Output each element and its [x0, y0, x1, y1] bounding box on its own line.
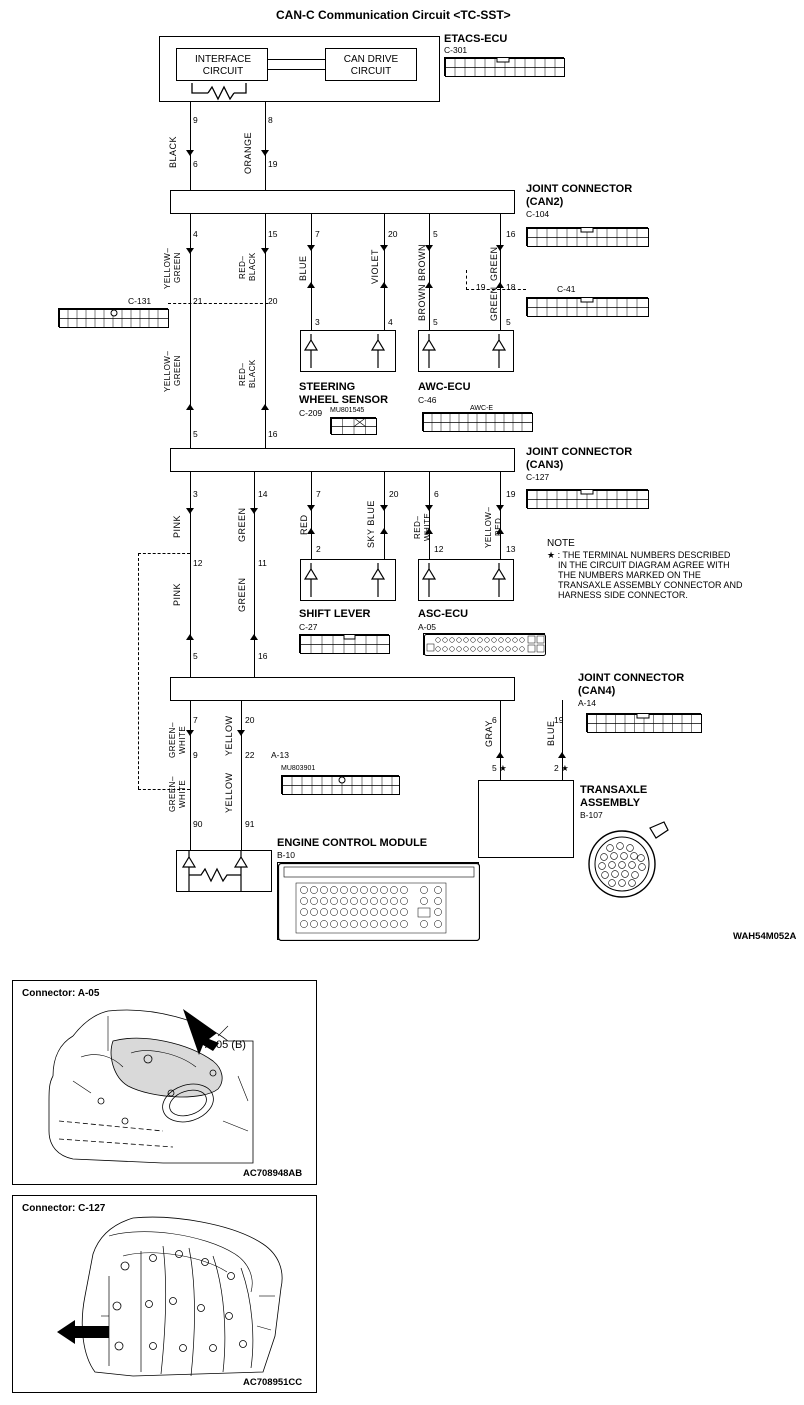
awc-connector-pinout: [422, 412, 532, 431]
wire-green2-arrow-dn: [250, 508, 258, 514]
awc-name: AWC-ECU: [418, 381, 471, 393]
note-line-5: HARNESS SIDE CONNECTOR.: [558, 590, 688, 600]
wire-label-brown-top: BROWN: [417, 244, 427, 281]
steering-name-2: WHEEL SENSOR: [299, 394, 389, 406]
wire-label-yellow-green-top: YELLOW– GREEN: [163, 247, 182, 289]
asc-ecu-conn: A-05: [418, 622, 436, 632]
etacs-link-1: [268, 59, 325, 60]
transaxle-conn: B-107: [580, 810, 603, 820]
wire-black-arrow: [186, 150, 194, 156]
page-title: CAN-C Communication Circuit <TC-SST>: [276, 8, 511, 22]
pin-20-sky: 20: [389, 489, 399, 499]
steering-sym-right: [370, 334, 402, 368]
can4-connector-pinout: [586, 713, 701, 732]
wire-label-red-white: RED– WHITE: [413, 512, 432, 542]
wire-yellow: [241, 700, 242, 850]
awc-sym-right: [491, 334, 523, 368]
joint-can2-conn: C-104: [526, 209, 550, 219]
joint-can3-conn: C-127: [526, 472, 550, 482]
c41-connector-pinout: [526, 297, 648, 316]
c131-dash-link: [168, 303, 268, 304]
wire-label-brown-bot: BROWN: [417, 284, 427, 321]
pin-19-orange: 19: [268, 159, 278, 169]
awc-sym-left: [421, 334, 453, 368]
joint-can4-name-1: JOINT CONNECTOR: [578, 672, 685, 684]
can-drive-label-1: CAN DRIVE: [343, 54, 399, 65]
asc-sym-left: [421, 563, 453, 597]
shift-lever-name: SHIFT LEVER: [299, 608, 371, 620]
can3-bus-bottom: [170, 471, 515, 472]
pin-22-yellow: 22: [245, 750, 255, 760]
can4-bus-top: [170, 677, 515, 678]
pin-4-violet: 4: [388, 317, 393, 327]
shift-connector-pinout: [299, 634, 389, 653]
pin-11-green: 11: [258, 558, 267, 568]
etacs-link-2: [268, 69, 325, 70]
wire-yg-arrow-down: [186, 248, 194, 254]
wire-label-pink-bot: PINK: [172, 582, 182, 606]
asc-sym-right: [491, 563, 523, 597]
wire-label-gray: GRAY: [484, 720, 494, 748]
wire-violet-arrow-dn: [380, 245, 388, 251]
wire-sky-arrow-up: [380, 528, 388, 534]
can3-bus-right: [514, 448, 515, 472]
wire-label-yellow-green-bot: YELLOW– GREEN: [163, 350, 182, 392]
pin-91-yellow: 91: [245, 819, 255, 829]
wire-sky-blue: [384, 471, 385, 559]
pin-5-green-bot: 5: [506, 317, 511, 327]
awc-e-label: AWC-E: [470, 405, 494, 412]
transaxle-name-2: ASSEMBLY: [580, 797, 641, 809]
wire-label-green-white-top: GREEN– WHITE: [168, 722, 187, 758]
a13-connector-pinout: [281, 775, 399, 794]
etacs-ecu-name: ETACS-ECU: [444, 33, 508, 45]
wire-orange-arrow: [261, 150, 269, 156]
c131-label: C-131: [128, 296, 152, 306]
shift-sym-left: [303, 563, 335, 597]
wire-green-white: [190, 700, 191, 850]
wire-label-yellow-bot: YELLOW: [224, 772, 234, 814]
awc-conn: C-46: [418, 395, 437, 405]
wire-label-pink-top: PINK: [172, 514, 182, 538]
wire-sky-arrow-dn: [380, 505, 388, 511]
wire-green2-arrow-up: [250, 634, 258, 640]
pin-3-pink: 3: [193, 489, 198, 499]
a13-code: MU803901: [281, 765, 316, 772]
can3-bus-top: [170, 448, 515, 449]
wire-red: [311, 471, 312, 559]
joint-can4-conn: A-14: [578, 698, 596, 708]
interface-circuit-label-1: INTERFACE: [194, 54, 252, 65]
joint-can3-name-1: JOINT CONNECTOR: [526, 446, 633, 458]
pin-7-gw: 7: [193, 715, 198, 725]
interface-circuit-label-2: CIRCUIT: [202, 66, 244, 77]
transaxle-assembly-box: [478, 780, 574, 858]
a13-label: A-13: [271, 750, 289, 760]
can3-connector-pinout: [526, 489, 648, 508]
joint-can2-name-2: (CAN2): [526, 196, 564, 208]
wire-label-red-black-top: RED– BLACK: [238, 252, 257, 282]
asc-ecu-name: ASC-ECU: [418, 608, 469, 620]
photo-a05-code: AC708948AB: [243, 1168, 303, 1179]
shift-lever-conn: C-27: [299, 622, 318, 632]
pin-2-blue: 2 ★: [554, 763, 569, 773]
wire-label-red-black-bot: RED– BLACK: [238, 359, 257, 389]
wire-label-blue: BLUE: [298, 255, 308, 281]
can2-bus-left: [170, 190, 171, 214]
pin-5-brown-bot: 5: [433, 317, 438, 327]
note-line-1: ★ : THE TERMINAL NUMBERS DESCRIBED: [547, 550, 731, 560]
steering-conn: C-209: [299, 408, 323, 418]
photo-a05-callout: A-05 (B): [205, 1039, 246, 1051]
note-line-4: TRANSAXLE ASSEMBLY CONNECTOR AND: [558, 580, 743, 590]
pin-19-blue: 19: [554, 715, 564, 725]
transaxle-connector-pinout: [580, 820, 670, 900]
wire-label-red: RED: [299, 514, 309, 536]
joint-can2-name-1: JOINT CONNECTOR: [526, 183, 633, 195]
wire-label-green2-bot: GREEN: [237, 577, 247, 613]
photo-a05: [12, 980, 317, 1185]
can2-bus-bottom: [170, 213, 515, 214]
wire-rb-arrow-down: [261, 248, 269, 254]
photo-c127-code: AC708951CC: [243, 1377, 303, 1388]
pin-6: 6: [193, 159, 198, 169]
pin-3-blue: 3: [315, 317, 320, 327]
wire-label-green-top: GREEN: [489, 246, 499, 281]
pin-5-brown: 5: [433, 229, 438, 239]
ecm-conn: B-10: [277, 850, 295, 860]
wire-label-sky-blue: SKY BLUE: [366, 500, 376, 548]
pin-5-pink: 5: [193, 651, 198, 661]
wire-label-orange: ORANGE: [243, 132, 253, 175]
shield-dash-top: [138, 553, 190, 554]
wire-blue2-arrow-up: [558, 752, 566, 758]
pin-12-pink: 12: [193, 558, 203, 568]
wire-label-black: BLACK: [168, 136, 178, 169]
can2-bus-right: [514, 190, 515, 214]
joint-can4-name-2: (CAN4): [578, 685, 616, 697]
pin-16-green2: 16: [258, 651, 268, 661]
pin-18-green: 18: [506, 282, 516, 292]
pin-20-yellow: 20: [245, 715, 255, 725]
wire-brown: [429, 213, 430, 330]
note-line-2: IN THE CIRCUIT DIAGRAM AGREE WITH: [558, 560, 730, 570]
pin-14-green: 14: [258, 489, 268, 499]
wire-rb-arrow-up: [261, 404, 269, 410]
drawing-number: WAH54M052A: [733, 931, 797, 942]
steering-name-1: STEERING: [299, 381, 356, 393]
wire-gray-arrow-up: [496, 752, 504, 758]
wire-label-yellow-top: YELLOW: [224, 715, 234, 757]
pin-20-rb: 20: [268, 296, 278, 306]
pin-6-rw: 6: [434, 489, 439, 499]
note-heading: NOTE: [547, 538, 575, 549]
pin-4-yg: 4: [193, 229, 198, 239]
wire-yg-arrow-up: [186, 404, 194, 410]
wire-label-green-white-bot: GREEN– WHITE: [168, 776, 187, 812]
wire-green-awc: [500, 213, 501, 330]
pin-16-green: 16: [506, 229, 516, 239]
ecm-connector-pinout: [277, 862, 479, 940]
can4-bus-left: [170, 677, 171, 701]
can4-bus-right: [514, 677, 515, 701]
can2-connector-pinout: [526, 227, 648, 246]
pin-13-yr: 13: [506, 544, 516, 554]
wire-label-violet: VIOLET: [370, 248, 380, 284]
pin-16-rb: 16: [268, 429, 278, 439]
pin-9: 9: [193, 115, 198, 125]
steering-sym-left: [303, 334, 335, 368]
wire-blue-arrow-up: [307, 282, 315, 288]
etacs-connector-pinout: [444, 57, 564, 76]
wire-pink: [190, 471, 191, 677]
wire-green2: [254, 471, 255, 677]
wire-pink-arrow-up: [186, 634, 194, 640]
photo-c127-caption: Connector: C-127: [22, 1203, 106, 1214]
shift-sym-right: [370, 563, 402, 597]
wire-pink-arrow-dn: [186, 508, 194, 514]
pin-7-red: 7: [316, 489, 321, 499]
can3-bus-left: [170, 448, 171, 472]
can-drive-label-2: CIRCUIT: [350, 66, 392, 77]
pin-9-gw: 9: [193, 750, 198, 760]
pin-2-red: 2: [316, 544, 321, 554]
note-line-3: THE NUMBERS MARKED ON THE: [558, 570, 701, 580]
c41-dash-link-v: [466, 270, 467, 290]
wire-label-blue2: BLUE: [546, 720, 556, 746]
etacs-ecu-conn: C-301: [444, 45, 468, 55]
asc-connector-pinout: [423, 633, 545, 655]
pin-8: 8: [268, 115, 273, 125]
joint-can3-name-2: (CAN3): [526, 459, 564, 471]
pin-5-gray: 5 ★: [492, 763, 507, 773]
pin-20-violet: 20: [388, 229, 398, 239]
photo-a05-caption: Connector: A-05: [22, 988, 100, 999]
pin-5-yg: 5: [193, 429, 198, 439]
etacs-termination-resistor: [190, 81, 290, 103]
wire-violet: [384, 213, 385, 330]
transaxle-name-1: TRANSAXLE: [580, 784, 648, 796]
wire-red-arrow-dn: [307, 505, 315, 511]
shield-dash-left: [138, 553, 139, 789]
pin-21-yg: 21: [193, 296, 203, 306]
pin-6-gray: 6: [492, 715, 497, 725]
wire-blue-steering: [311, 213, 312, 330]
ecm-name: ENGINE CONTROL MODULE: [277, 837, 428, 849]
pin-90-gw: 90: [193, 819, 203, 829]
wire-orange: [265, 102, 266, 190]
pin-15-rb: 15: [268, 229, 278, 239]
ecm-symbols: [179, 851, 271, 891]
can2-bus-top: [170, 190, 515, 191]
wire-yellow-arrow-dn: [237, 730, 245, 736]
photo-c127: [12, 1195, 317, 1393]
wire-label-yellow-red: YELLOW– RED: [484, 506, 503, 548]
pin-12-rw: 12: [434, 544, 444, 554]
c131-connector-pinout: [58, 308, 168, 327]
can4-bus-bottom: [170, 700, 515, 701]
c41-label: C-41: [557, 284, 576, 294]
pin-19-yr: 19: [506, 489, 516, 499]
pin-19-brown-mid: 19: [476, 282, 486, 292]
wire-label-green2-top: GREEN: [237, 507, 247, 543]
wire-label-green-bot: GREEN: [489, 286, 499, 321]
steering-connector-pinout: [330, 417, 376, 434]
pin-7-blue: 7: [315, 229, 320, 239]
wire-blue-arrow-dn: [307, 245, 315, 251]
wire-black: [190, 102, 191, 190]
wire-violet-arrow-up: [380, 282, 388, 288]
steering-code: MU801545: [330, 407, 365, 414]
